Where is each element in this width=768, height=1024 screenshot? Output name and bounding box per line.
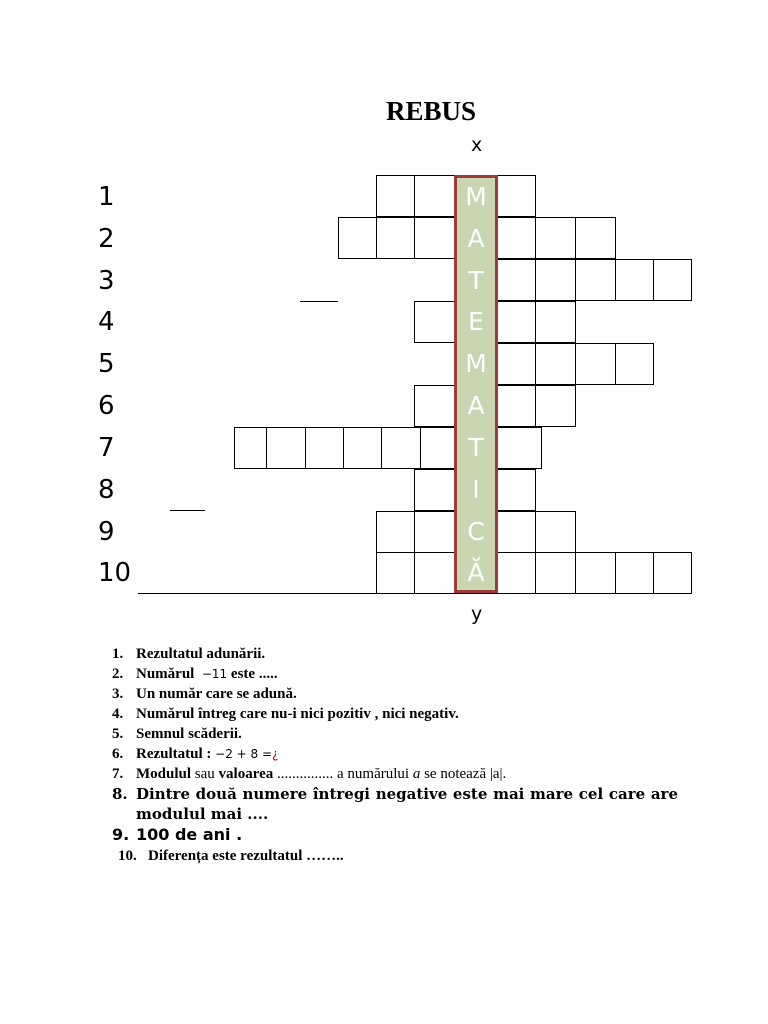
crossword-cell[interactable] <box>497 343 536 385</box>
clue-item: 9. 100 de ani . <box>112 825 243 844</box>
clue-item: 3. Un număr care se adună. <box>112 686 297 702</box>
row-number-4: 4 <box>98 307 115 337</box>
baseline-line <box>138 593 692 594</box>
crossword-cell[interactable] <box>305 427 344 469</box>
row-number-6: 6 <box>98 391 115 421</box>
underline-mark <box>300 301 338 302</box>
crossword-cell[interactable] <box>376 552 415 594</box>
solution-letter: T <box>468 266 484 295</box>
crossword-cell[interactable] <box>497 301 536 343</box>
crossword-cell[interactable] <box>615 343 654 385</box>
crossword-cell[interactable] <box>535 385 576 427</box>
clue-item: 1. Rezultatul adunării. <box>112 646 266 662</box>
crossword-cell[interactable] <box>376 217 415 259</box>
crossword-cell[interactable] <box>497 385 536 427</box>
clue-item: 5. Semnul scăderii. <box>112 726 242 742</box>
crossword-cell[interactable] <box>497 217 536 259</box>
row-number-1: 1 <box>98 182 115 212</box>
crossword-cell[interactable] <box>653 552 692 594</box>
solution-letter: A <box>467 391 485 420</box>
crossword-cell[interactable] <box>420 427 455 469</box>
solution-letter: C <box>467 517 485 546</box>
clue-item: 4. Numărul întreg care nu-i nici pozitiv , nici negativ. <box>112 706 459 722</box>
crossword-cell[interactable] <box>376 511 415 553</box>
solution-letter: T <box>468 433 484 462</box>
crossword-cell[interactable] <box>497 259 536 301</box>
crossword-cell[interactable] <box>338 217 377 259</box>
row-number-5: 5 <box>98 349 115 379</box>
crossword-cell[interactable] <box>497 552 536 594</box>
crossword-cell[interactable] <box>653 259 692 301</box>
crossword-cell[interactable] <box>575 217 616 259</box>
crossword-cell[interactable] <box>414 511 455 553</box>
crossword-cell[interactable] <box>535 301 576 343</box>
row-number-3: 3 <box>98 266 115 296</box>
crossword-cell[interactable] <box>535 217 576 259</box>
crossword-cell[interactable] <box>381 427 421 469</box>
crossword-cell[interactable] <box>343 427 382 469</box>
crossword-cell[interactable] <box>535 259 576 301</box>
crossword-cell[interactable] <box>575 343 616 385</box>
clue-item: 7. Modulul sau valoarea ............... a numărului a se notează |a|. <box>112 766 507 782</box>
crossword-cell[interactable] <box>414 469 455 511</box>
crossword-cell[interactable] <box>376 175 415 217</box>
crossword-cell[interactable] <box>575 259 616 301</box>
row-number-8: 8 <box>98 475 115 505</box>
crossword-cell[interactable] <box>535 552 576 594</box>
row-number-7: 7 <box>98 433 115 463</box>
underline-mark <box>170 510 205 511</box>
crossword-cell[interactable] <box>497 469 536 511</box>
clue-item: 2. Numărul −11 este ..... <box>112 666 278 682</box>
solution-letter: Ă <box>467 558 485 587</box>
solution-letter: A <box>467 224 485 253</box>
crossword-cell[interactable] <box>497 511 536 553</box>
crossword-cell[interactable] <box>575 552 616 594</box>
solution-letter: I <box>472 475 480 504</box>
crossword-cell[interactable] <box>497 427 542 469</box>
crossword-cell[interactable] <box>615 259 654 301</box>
solution-letter: M <box>465 349 487 378</box>
crossword-cell[interactable] <box>234 427 267 469</box>
row-number-2: 2 <box>98 224 115 254</box>
crossword-cell[interactable] <box>414 175 455 217</box>
crossword-cell[interactable] <box>414 552 455 594</box>
crossword-cell[interactable] <box>414 217 455 259</box>
axis-label-x: x <box>471 134 483 156</box>
crossword-cell[interactable] <box>266 427 306 469</box>
axis-label-y: y <box>471 603 483 625</box>
solution-letter: M <box>465 182 487 211</box>
page-title: REBUS <box>386 96 477 126</box>
crossword-cell[interactable] <box>535 511 576 553</box>
solution-letter: E <box>468 307 484 336</box>
clue-item: 6. Rezultatul : −2 + 8 =¿ <box>112 746 279 762</box>
row-number-9: 9 <box>98 517 115 547</box>
clue-list <box>112 644 678 866</box>
crossword-cell[interactable] <box>615 552 654 594</box>
row-number-10: 10 <box>98 558 132 588</box>
clue-item: 8. Dintre două numere întregi negative este mai mare cel care are modulul mai .... <box>112 785 678 823</box>
clue-item: 10. Diferența este rezultatul …….. <box>118 848 344 864</box>
crossword-cell[interactable] <box>497 175 536 217</box>
crossword-cell[interactable] <box>414 301 455 343</box>
crossword-cell[interactable] <box>414 385 455 427</box>
crossword-cell[interactable] <box>535 343 576 385</box>
